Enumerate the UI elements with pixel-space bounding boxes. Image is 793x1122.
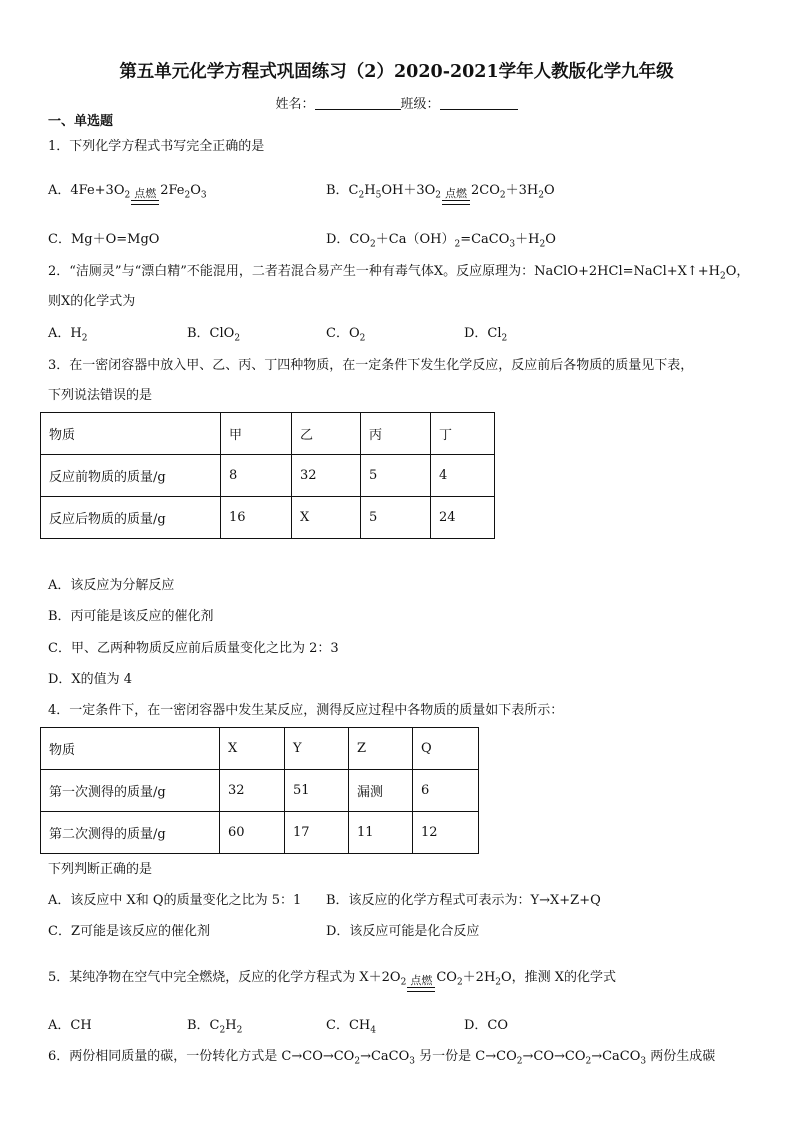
table-cell: 24 xyxy=(431,497,495,539)
question-1-option-d: D．$CO_2+Ca(OH)_2=CaCO_3+H_2O$ xyxy=(326,232,556,250)
table-row xyxy=(41,770,479,812)
question-6-stem: 6．两份相同质量的碳，一份转化方式是 $C\to CO\to CO_2\to CaCO_3$ 另一份是 $C\to CO_2\to CO\to CO_2\to CaCO_3$ 两份生成碳 xyxy=(48,1049,716,1067)
table-cell: 11 xyxy=(349,812,413,854)
table-header-cell: 物质 xyxy=(41,413,221,455)
table-header-cell: 丙 xyxy=(361,413,431,455)
table-cell: X xyxy=(292,497,361,539)
question-3-option-a: A．该反应为分解反应 xyxy=(48,578,175,593)
table-header-cell: Y xyxy=(285,728,349,770)
question-4-table xyxy=(40,727,479,854)
table-header-row xyxy=(41,413,495,455)
table-header-cell: 物质 xyxy=(41,728,220,770)
question-4-option-c: C．Z可能是该反应的催化剂 xyxy=(48,924,210,939)
table-cell: 5 xyxy=(361,497,431,539)
question-2-option-d: D．$Cl_2$ xyxy=(464,326,508,344)
table-header-cell: 丁 xyxy=(431,413,495,455)
question-1-option-b: B．$C_2H_5OH+3O_2$ 点燃 $2CO_2+3H_2O$ xyxy=(326,182,555,205)
table-header-cell: 乙 xyxy=(292,413,361,455)
table-cell: 6 xyxy=(413,770,479,812)
class-label: 班级： xyxy=(400,97,440,112)
table-header-cell: X xyxy=(220,728,285,770)
question-3-option-d: D．X的值为 4 xyxy=(48,672,133,687)
question-5-option-c: C．$CH_4$ xyxy=(326,1018,376,1036)
question-3-table xyxy=(40,412,495,539)
table-cell: 51 xyxy=(285,770,349,812)
question-5-option-b: B．$C_2H_2$ xyxy=(187,1018,243,1036)
question-4-option-d: D．该反应可能是化合反应 xyxy=(326,924,480,939)
table-cell: 第一次测得的质量/g xyxy=(41,770,220,812)
table-cell: 60 xyxy=(220,812,285,854)
table-cell: 4 xyxy=(431,455,495,497)
question-4-followup: 下列判断正确的是 xyxy=(48,862,153,877)
question-1-stem: 1．下列化学方程式书写完全正确的是 xyxy=(48,139,265,154)
question-1-option-c: C．Mg＋O=MgO xyxy=(48,232,160,247)
table-cell: 漏测 xyxy=(349,770,413,812)
question-3-option-b: B．丙可能是该反应的催化剂 xyxy=(48,609,214,624)
question-3-stem-cont: 下列说法错误的是 xyxy=(48,388,153,403)
table-cell: 32 xyxy=(220,770,285,812)
table-header-cell: 甲 xyxy=(221,413,292,455)
table-cell: 32 xyxy=(292,455,361,497)
question-3-stem: 3．在一密闭容器中放入甲、乙、丙、丁四种物质，在一定条件下发生化学反应，反应前后各物质的质量见下表， xyxy=(48,358,694,373)
question-2-option-c: C．$O_2$ xyxy=(326,326,366,344)
table-cell: 5 xyxy=(361,455,431,497)
table-row xyxy=(41,455,495,497)
table-row xyxy=(41,497,495,539)
table-header-cell: Z xyxy=(349,728,413,770)
table-cell: 17 xyxy=(285,812,349,854)
question-5-stem: 5．某纯净物在空气中完全燃烧，反应的化学方程式为 $X+2O_2$ 点燃 $CO_2+2H_2O$，推测 X的化学式 xyxy=(48,969,616,992)
section-heading: 一、单选题 xyxy=(48,114,114,129)
table-cell: 8 xyxy=(221,455,292,497)
question-4-option-b: B．该反应的化学方程式可表示为：Y→X+Z+Q xyxy=(326,893,601,908)
question-2-option-b: B．ClO$_2$ xyxy=(187,326,241,344)
question-2-option-a: A．$H_2$ xyxy=(48,326,88,344)
table-cell: 反应后物质的质量/g xyxy=(41,497,221,539)
question-4-stem: 4．一定条件下，在一密闭容器中发生某反应，测得反应过程中各物质的质量如下表所示： xyxy=(48,703,564,718)
question-3-option-c: C．甲、乙两种物质反应前后质量变化之比为 2：3 xyxy=(48,641,339,656)
table-row xyxy=(41,812,479,854)
table-cell: 12 xyxy=(413,812,479,854)
question-1-option-a: A．$4Fe+3O_2$ 点燃 $2Fe_2O_3$ xyxy=(48,182,207,205)
table-header-row xyxy=(41,728,479,770)
question-5-option-d: D．CO xyxy=(464,1018,509,1033)
table-header-cell: Q xyxy=(413,728,479,770)
class-blank[interactable] xyxy=(440,95,518,110)
name-label: 姓名： xyxy=(275,97,315,112)
student-info-row xyxy=(0,93,793,112)
question-2-stem-cont: 则X的化学式为 xyxy=(48,294,136,309)
question-4-option-a: A．该反应中 X和 Q的质量变化之比为 5：1 xyxy=(48,893,302,908)
name-blank[interactable] xyxy=(315,95,401,110)
page-title: 第五单元化学方程式巩固练习（2）2020-2021学年人教版化学九年级 xyxy=(119,62,674,82)
table-cell: 16 xyxy=(221,497,292,539)
question-2-stem: 2．“洁厕灵”与“漂白精”不能混用，二者若混合易产生一种有毒气体X。反应原理为：$NaClO+2HCl=NaCl+X↑+H_2O$， xyxy=(48,264,750,282)
table-cell: 反应前物质的质量/g xyxy=(41,455,221,497)
table-cell: 第二次测得的质量/g xyxy=(41,812,220,854)
question-5-option-a: A．CH xyxy=(48,1018,92,1033)
